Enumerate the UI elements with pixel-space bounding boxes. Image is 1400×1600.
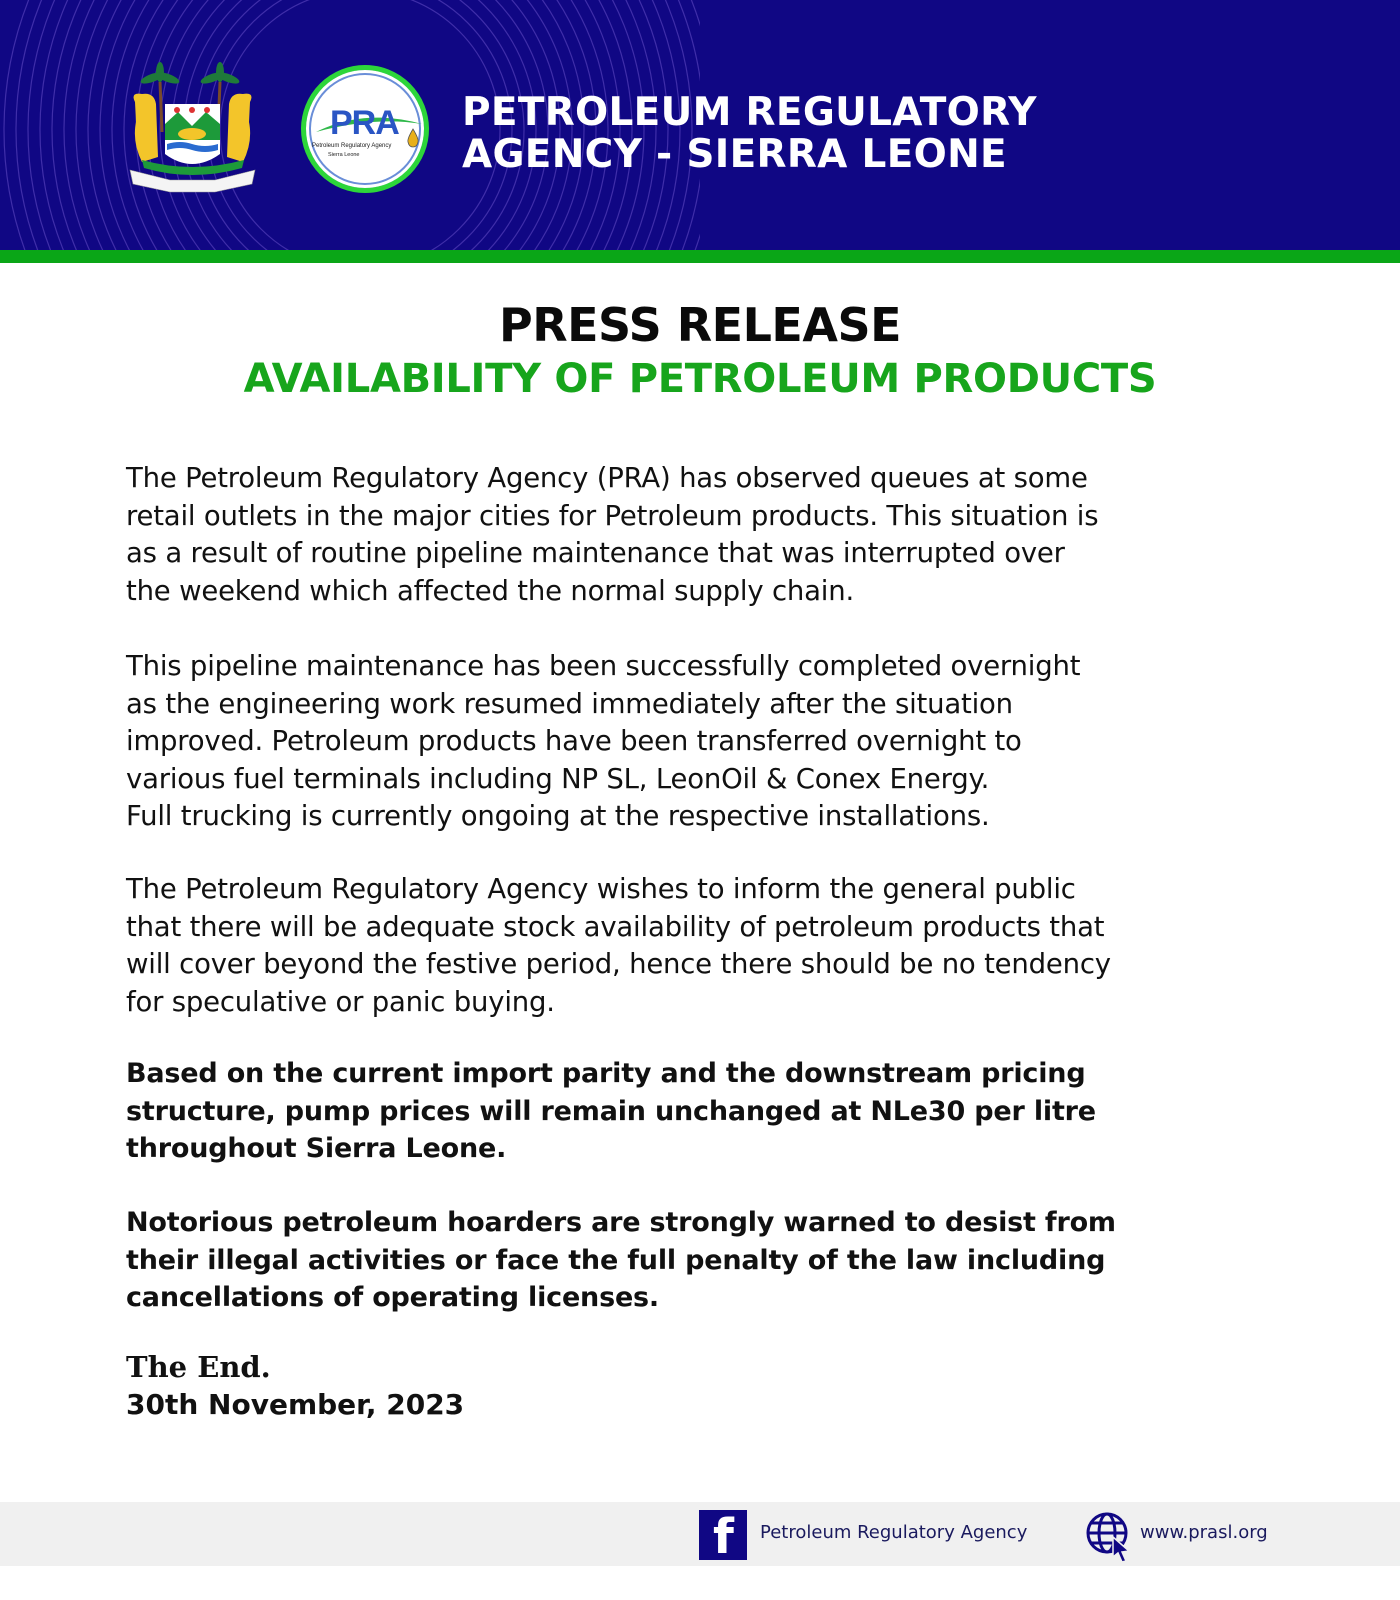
pra-logo: [301, 65, 429, 193]
paragraph-line: that there will be adequate stock availability of petroleum products that: [126, 910, 1105, 943]
paragraph-line: cancellations of operating licenses.: [126, 1282, 659, 1313]
paragraph-line: various fuel terminals including NP SL, LeonOil & Conex Energy.: [126, 762, 990, 795]
coat-of-arms-icon: [120, 62, 265, 197]
paragraph-line: their illegal activities or face the full penalty of the law including: [126, 1244, 1106, 1276]
paragraph-warning: [126, 1204, 1286, 1317]
oil-drop-icon: [406, 128, 420, 148]
paragraph-line: The Petroleum Regulatory Agency (PRA) has observed queues at some: [126, 462, 1088, 494]
logo-subtitle-2: Sierra Leone: [328, 152, 360, 158]
paragraph-line: the weekend which affected the normal supply chain.: [126, 574, 855, 607]
facebook-glyph: f: [713, 1509, 734, 1565]
paragraph-line: improved. Petroleum products have been transferred overnight to: [126, 725, 1022, 757]
paragraph-line: structure, pump prices will remain unchanged at NLe30 per litre: [126, 1095, 1096, 1127]
logo-subtitle-1: Petroleum Regulatory Agency: [312, 143, 392, 149]
logo-abbr: PRA: [330, 104, 399, 142]
paragraph-line: retail outlets in the major cities for Petroleum products. This situation is: [126, 499, 1099, 532]
press-release-title: PRESS RELEASE: [499, 298, 901, 352]
paragraph-line: Full trucking is currently ongoing at the respective installations.: [126, 800, 990, 832]
green-stripe: [0, 250, 1400, 263]
agency-name-line2: AGENCY - SIERRA LEONE: [462, 132, 1007, 177]
paragraph-2: [126, 648, 1286, 836]
header-banner: [0, 0, 1400, 250]
paragraph-line: as the engineering work resumed immediately after the situation: [126, 687, 1013, 720]
website-link[interactable]: www.prasl.org: [1140, 1522, 1268, 1543]
agency-name: [462, 92, 1037, 176]
paragraph-line: will cover beyond the festive period, hence there should be no tendency: [126, 948, 1111, 980]
paragraph-line: throughout Sierra Leone.: [126, 1133, 507, 1164]
paragraph-line: as a result of routine pipeline maintenance that was interrupted over: [126, 537, 1065, 569]
paragraph-line: Based on the current import parity and the downstream pricing: [126, 1058, 1086, 1089]
footer: [0, 1502, 1400, 1566]
closing-text: The End.: [126, 1350, 271, 1384]
paragraph-1: [126, 460, 1286, 610]
release-date: 30th November, 2023: [126, 1388, 465, 1421]
paragraph-line: This pipeline maintenance has been successfully completed overnight: [126, 650, 1081, 682]
paragraph-pricing: [126, 1055, 1286, 1168]
paragraph-line: for speculative or panic buying.: [126, 985, 555, 1018]
facebook-icon[interactable]: [699, 1509, 747, 1565]
paragraph-line: The Petroleum Regulatory Agency wishes to inform the general public: [126, 873, 1076, 905]
agency-name-line1: PETROLEUM REGULATORY: [462, 90, 1037, 135]
press-release-subtitle: AVAILABILITY OF PETROLEUM PRODUCTS: [243, 356, 1157, 402]
facebook-link[interactable]: Petroleum Regulatory Agency: [760, 1522, 1028, 1543]
paragraph-line: Notorious petroleum hoarders are strongly warned to desist from: [126, 1207, 1116, 1238]
paragraph-3: [126, 871, 1286, 1021]
globe-cursor-icon[interactable]: [1085, 1511, 1133, 1563]
